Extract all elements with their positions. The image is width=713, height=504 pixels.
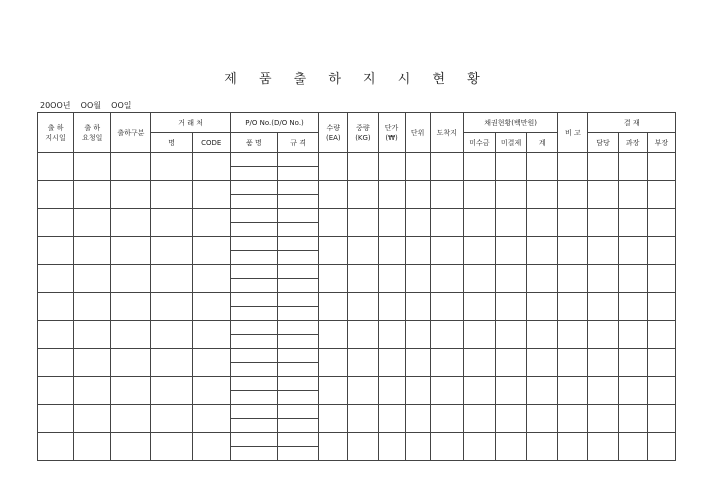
table-cell xyxy=(319,209,348,237)
table-cell xyxy=(647,237,675,265)
table-cell xyxy=(278,265,319,279)
header-approval: 결 재 xyxy=(588,113,676,133)
header-destination: 도착지 xyxy=(430,113,463,153)
table-cell xyxy=(405,377,430,405)
table-cell xyxy=(558,377,588,405)
table-cell xyxy=(319,377,348,405)
table-cell xyxy=(319,405,348,433)
header-remarks: 비 고 xyxy=(558,113,588,153)
table-cell xyxy=(558,349,588,377)
table-cell xyxy=(558,293,588,321)
table-cell xyxy=(74,153,111,181)
table-cell xyxy=(319,321,348,349)
table-cell xyxy=(38,181,74,209)
table-cell xyxy=(74,433,111,461)
table-cell xyxy=(74,405,111,433)
table-cell xyxy=(463,433,495,461)
table-cell xyxy=(496,181,527,209)
table-cell xyxy=(463,181,495,209)
table-cell xyxy=(496,405,527,433)
table-cell xyxy=(319,181,348,209)
table-cell xyxy=(278,307,319,321)
table-cell xyxy=(278,335,319,349)
table-row xyxy=(38,321,676,335)
table-cell xyxy=(496,293,527,321)
table-cell xyxy=(405,349,430,377)
table-cell xyxy=(230,433,277,447)
table-cell xyxy=(111,433,151,461)
table-cell xyxy=(430,209,463,237)
table-cell xyxy=(588,293,618,321)
table-cell xyxy=(348,153,378,181)
table-cell xyxy=(38,293,74,321)
table-cell xyxy=(192,405,230,433)
table-cell xyxy=(319,265,348,293)
table-cell xyxy=(588,153,618,181)
table-cell xyxy=(647,433,675,461)
table-cell xyxy=(463,349,495,377)
table-cell xyxy=(348,237,378,265)
header-unit: 단위 xyxy=(405,113,430,153)
table-cell xyxy=(111,265,151,293)
table-cell xyxy=(430,153,463,181)
table-cell xyxy=(527,377,558,405)
table-cell xyxy=(74,181,111,209)
table-cell xyxy=(588,181,618,209)
table-cell xyxy=(230,321,277,335)
table-cell xyxy=(558,265,588,293)
header-spec: 규 격 xyxy=(278,133,319,153)
table-row xyxy=(38,349,676,363)
table-cell xyxy=(527,181,558,209)
table-cell xyxy=(230,153,277,167)
table-cell xyxy=(378,237,405,265)
table-cell xyxy=(647,265,675,293)
table-cell xyxy=(230,363,277,377)
table-cell xyxy=(230,251,277,265)
table-cell xyxy=(278,223,319,237)
table-row xyxy=(38,377,676,391)
table-cell xyxy=(588,377,618,405)
table-cell xyxy=(588,433,618,461)
table-cell xyxy=(618,181,647,209)
table-cell xyxy=(405,433,430,461)
table-cell xyxy=(111,209,151,237)
table-cell xyxy=(496,265,527,293)
table-cell xyxy=(151,237,192,265)
table-cell xyxy=(319,293,348,321)
table-cell xyxy=(111,349,151,377)
table-cell xyxy=(378,181,405,209)
date-line: 20OO년 OO월 OO일 xyxy=(40,101,132,110)
table-cell xyxy=(192,153,230,181)
table-cell xyxy=(111,153,151,181)
table-cell xyxy=(192,209,230,237)
table-cell xyxy=(278,321,319,335)
table-cell xyxy=(278,405,319,419)
table-row xyxy=(38,181,676,195)
table-cell xyxy=(348,293,378,321)
header-director: 부장 xyxy=(647,133,675,153)
table-cell xyxy=(348,433,378,461)
header-product-name: 품 명 xyxy=(230,133,277,153)
table-cell xyxy=(74,209,111,237)
table-cell xyxy=(463,405,495,433)
table-cell xyxy=(278,391,319,405)
table-cell xyxy=(74,349,111,377)
table-cell xyxy=(463,321,495,349)
table-cell xyxy=(618,293,647,321)
table-cell xyxy=(230,391,277,405)
table-cell xyxy=(278,153,319,167)
table-cell xyxy=(463,237,495,265)
table-cell xyxy=(38,237,74,265)
table-cell xyxy=(588,321,618,349)
table-cell xyxy=(430,293,463,321)
table-cell xyxy=(151,349,192,377)
table-cell xyxy=(430,433,463,461)
table-cell xyxy=(230,293,277,307)
table-cell xyxy=(278,419,319,433)
table-cell xyxy=(558,237,588,265)
table-cell xyxy=(230,195,277,209)
table-cell xyxy=(588,209,618,237)
shipment-table xyxy=(37,112,676,461)
table-cell xyxy=(319,433,348,461)
table-cell xyxy=(192,321,230,349)
table-cell xyxy=(405,293,430,321)
table-cell xyxy=(38,153,74,181)
table-cell xyxy=(378,209,405,237)
table-cell xyxy=(618,153,647,181)
table-cell xyxy=(378,377,405,405)
table-cell xyxy=(278,237,319,251)
table-cell xyxy=(348,349,378,377)
table-cell xyxy=(378,153,405,181)
table-cell xyxy=(192,349,230,377)
table-cell xyxy=(558,209,588,237)
table-cell xyxy=(463,153,495,181)
table-cell xyxy=(278,181,319,195)
table-cell xyxy=(527,153,558,181)
table-cell xyxy=(558,153,588,181)
table-cell xyxy=(496,209,527,237)
header-manager: 과장 xyxy=(618,133,647,153)
table-cell xyxy=(38,433,74,461)
table-cell xyxy=(558,405,588,433)
table-cell xyxy=(230,419,277,433)
table-cell xyxy=(405,405,430,433)
table-cell xyxy=(278,363,319,377)
table-cell xyxy=(230,279,277,293)
table-row xyxy=(38,265,676,279)
table-cell xyxy=(618,209,647,237)
table-cell xyxy=(430,265,463,293)
table-cell xyxy=(463,377,495,405)
table-cell xyxy=(463,265,495,293)
table-cell xyxy=(527,209,558,237)
table-cell xyxy=(405,209,430,237)
table-cell xyxy=(496,237,527,265)
table-cell xyxy=(405,153,430,181)
table-cell xyxy=(111,405,151,433)
table-row xyxy=(38,209,676,223)
table-cell xyxy=(319,349,348,377)
table-cell xyxy=(230,335,277,349)
table-cell xyxy=(192,265,230,293)
table-cell xyxy=(378,433,405,461)
table-cell xyxy=(618,405,647,433)
table-cell xyxy=(496,153,527,181)
table-cell xyxy=(378,293,405,321)
table-cell xyxy=(192,377,230,405)
header-client-code: CODE xyxy=(192,133,230,153)
header-po-no: P/O No.(D/O No.) xyxy=(230,113,318,133)
table-row xyxy=(38,405,676,419)
header-client: 거 래 처 xyxy=(151,113,230,133)
table-cell xyxy=(38,209,74,237)
table-cell xyxy=(588,349,618,377)
table-cell xyxy=(111,237,151,265)
table-cell xyxy=(405,265,430,293)
header-ship-type: 출하구분 xyxy=(111,113,151,153)
table-cell xyxy=(405,237,430,265)
table-cell xyxy=(430,237,463,265)
table-cell xyxy=(527,405,558,433)
table-cell xyxy=(405,321,430,349)
table-cell xyxy=(348,405,378,433)
table-cell xyxy=(430,405,463,433)
table-cell xyxy=(527,433,558,461)
table-cell xyxy=(278,293,319,307)
table-cell xyxy=(496,349,527,377)
table-row xyxy=(38,433,676,447)
table-cell xyxy=(230,167,277,181)
table-cell xyxy=(151,321,192,349)
table-cell xyxy=(463,209,495,237)
table-cell xyxy=(588,237,618,265)
table-cell xyxy=(38,265,74,293)
header-receivables: 채권현황(백만원) xyxy=(463,113,557,133)
table-cell xyxy=(230,307,277,321)
header-unsettled: 미결제 xyxy=(496,133,527,153)
table-cell xyxy=(527,321,558,349)
table-cell xyxy=(527,293,558,321)
table-row xyxy=(38,293,676,307)
table-cell xyxy=(278,167,319,181)
table-cell xyxy=(192,433,230,461)
table-cell xyxy=(151,181,192,209)
table-cell xyxy=(192,293,230,321)
table-cell xyxy=(151,209,192,237)
table-cell xyxy=(348,377,378,405)
table-cell xyxy=(496,377,527,405)
table-cell xyxy=(618,377,647,405)
table-cell xyxy=(618,433,647,461)
table-cell xyxy=(647,377,675,405)
table-cell xyxy=(38,377,74,405)
header-ship-order-date: 출 하 지시일 xyxy=(38,113,74,153)
table-cell xyxy=(278,447,319,461)
table-cell xyxy=(348,321,378,349)
table-cell xyxy=(151,265,192,293)
table-cell xyxy=(558,181,588,209)
table-cell xyxy=(463,293,495,321)
table-cell xyxy=(74,293,111,321)
header-total: 계 xyxy=(527,133,558,153)
table-cell xyxy=(348,209,378,237)
table-cell xyxy=(348,181,378,209)
table-cell xyxy=(319,153,348,181)
header-client-name: 명 xyxy=(151,133,192,153)
table-cell xyxy=(38,405,74,433)
table-cell xyxy=(405,181,430,209)
document-title: 제 품 출 하 지 시 현 황 xyxy=(224,72,489,87)
table-cell xyxy=(527,237,558,265)
table-cell xyxy=(151,433,192,461)
table-cell xyxy=(378,321,405,349)
table-cell xyxy=(647,181,675,209)
table-cell xyxy=(588,265,618,293)
header-unit-price: 단가 (₩) xyxy=(378,113,405,153)
table-cell xyxy=(192,181,230,209)
table-cell xyxy=(319,237,348,265)
header-officer: 담당 xyxy=(588,133,618,153)
table-cell xyxy=(230,405,277,419)
table-cell xyxy=(647,209,675,237)
table-cell xyxy=(74,265,111,293)
table-cell xyxy=(278,377,319,391)
table-cell xyxy=(430,321,463,349)
table-cell xyxy=(378,265,405,293)
table-cell xyxy=(647,321,675,349)
table-cell xyxy=(151,293,192,321)
table-cell xyxy=(111,181,151,209)
table-cell xyxy=(558,433,588,461)
table-cell xyxy=(430,377,463,405)
table-cell xyxy=(278,349,319,363)
table-cell xyxy=(496,321,527,349)
table-cell xyxy=(527,265,558,293)
table-cell xyxy=(618,321,647,349)
table-cell xyxy=(618,265,647,293)
header-uncollected: 미수금 xyxy=(463,133,495,153)
table-cell xyxy=(38,321,74,349)
table-cell xyxy=(111,293,151,321)
table-cell xyxy=(230,265,277,279)
table-cell xyxy=(278,279,319,293)
table-cell xyxy=(348,265,378,293)
table-cell xyxy=(430,349,463,377)
table-cell xyxy=(111,377,151,405)
table-cell xyxy=(74,237,111,265)
table-cell xyxy=(558,321,588,349)
table-cell xyxy=(430,181,463,209)
table-cell xyxy=(647,153,675,181)
table-cell xyxy=(230,447,277,461)
table-cell xyxy=(230,223,277,237)
table-cell xyxy=(38,349,74,377)
header-ship-request-date: 출 하 요청일 xyxy=(74,113,111,153)
table-cell xyxy=(74,377,111,405)
table-cell xyxy=(230,349,277,363)
table-cell xyxy=(647,293,675,321)
table-cell xyxy=(278,251,319,265)
table-cell xyxy=(278,195,319,209)
table-cell xyxy=(378,405,405,433)
header-quantity: 수량 (EA) xyxy=(319,113,348,153)
table-cell xyxy=(230,209,277,223)
table-cell xyxy=(230,237,277,251)
table-row xyxy=(38,237,676,251)
table-cell xyxy=(74,321,111,349)
table-cell xyxy=(527,349,558,377)
table-cell xyxy=(647,349,675,377)
table-cell xyxy=(278,433,319,447)
table-cell xyxy=(151,153,192,181)
table-cell xyxy=(496,433,527,461)
table-cell xyxy=(151,405,192,433)
header-weight: 중량 (KG) xyxy=(348,113,378,153)
table-cell xyxy=(111,321,151,349)
table-cell xyxy=(647,405,675,433)
table-cell xyxy=(230,377,277,391)
table-cell xyxy=(151,377,192,405)
table-row xyxy=(38,153,676,167)
table-cell xyxy=(378,349,405,377)
table-cell xyxy=(230,181,277,195)
table-cell xyxy=(192,237,230,265)
table-cell xyxy=(618,237,647,265)
table-cell xyxy=(588,405,618,433)
table-cell xyxy=(618,349,647,377)
table-cell xyxy=(278,209,319,223)
